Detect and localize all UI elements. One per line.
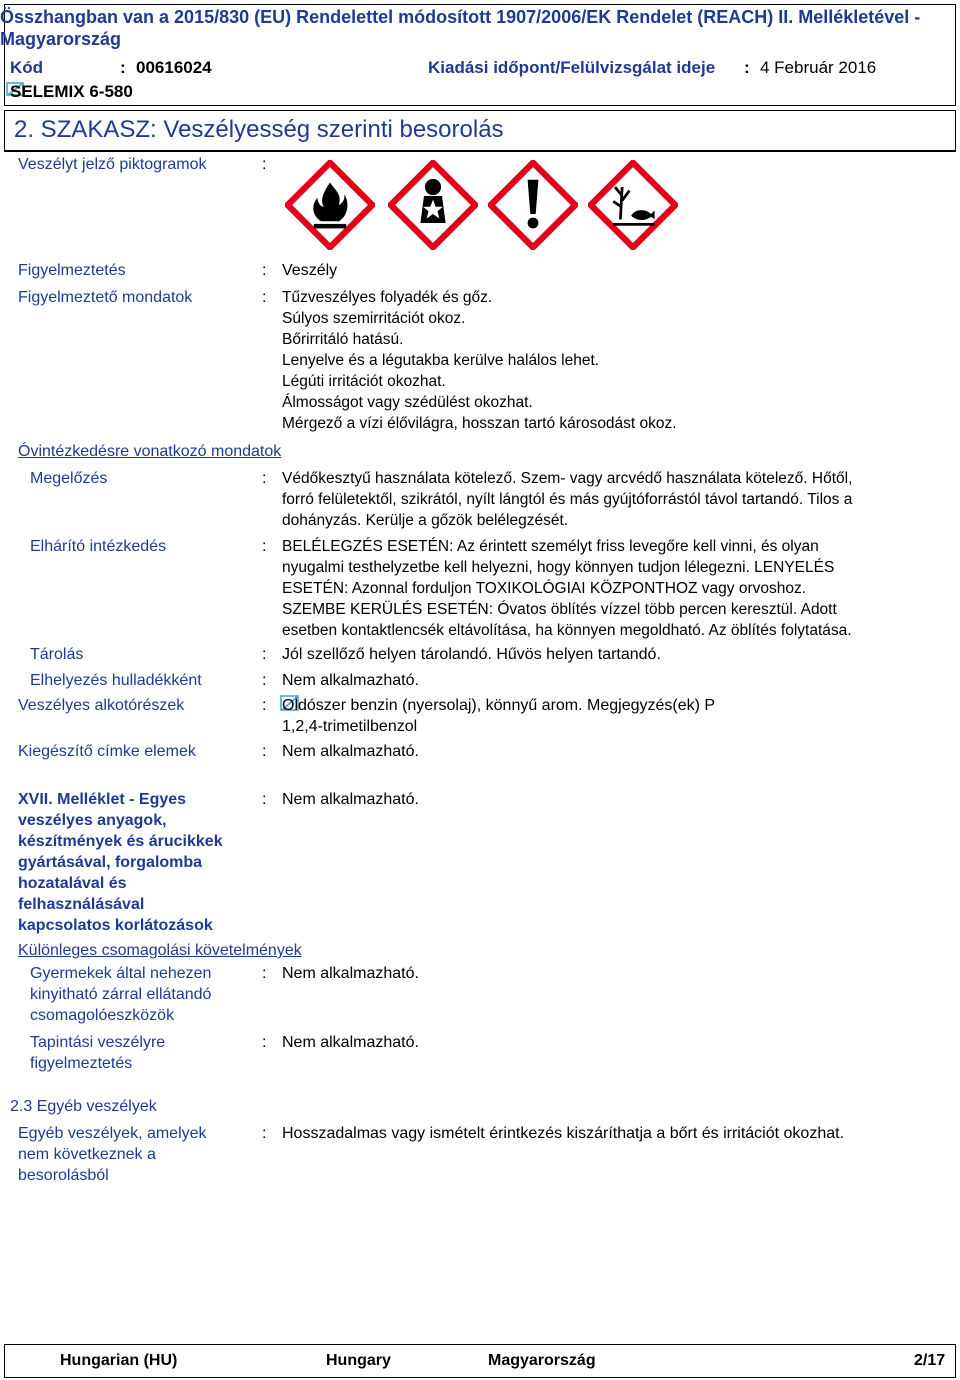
other-hazards-line: besorolásból <box>18 1167 109 1184</box>
precautionary-heading: Óvintézkedésre vonatkozó mondatok <box>18 443 282 460</box>
prevention-label: Megelőzés <box>30 470 108 487</box>
prevention-line: dohányzás. Kerülje a gőzök belélegzését. <box>282 512 569 529</box>
storage-value: Jól szellőző helyen tárolandó. Hűvös helyen tartandó. <box>282 646 661 663</box>
other-hazards-label <box>18 1123 207 1186</box>
annex17-line: XVII. Melléklet - Egyes <box>18 791 187 808</box>
other-hazards-heading: 2.3 Egyéb veszélyek <box>10 1098 157 1115</box>
hazard-statements-colon: : <box>262 289 267 306</box>
annex17-line: készítmények és árucikkek <box>18 833 223 850</box>
regulation-line-2: Magyarország <box>0 29 122 49</box>
date-label: Kiadási időpont/Felülvizsgálat ideje <box>428 58 716 77</box>
hazard-statement: Bőrirritáló hatású. <box>282 331 404 348</box>
health-hazard-pictogram-icon <box>388 160 478 250</box>
other-hazards-value: Hosszadalmas vagy ismételt érintkezés kiszáríthatja a bőrt és irritációt okozhat. <box>282 1125 845 1142</box>
disposal-value: Nem alkalmazható. <box>282 672 419 689</box>
prevention-line: forró felületektől, szikrától, nyílt lángtól és más gyújtóforrástól távol tartandó. Tilos a <box>282 491 853 508</box>
prevention-colon: : <box>262 470 267 487</box>
hazard-statement: Tűzveszélyes folyadék és gőz. <box>282 289 493 306</box>
response-line: SZEMBE KERÜLÉS ESETÉN: Óvatos öblítés vízzel több percen keresztül. Adott <box>282 601 837 618</box>
packaging-heading: Különleges csomagolási követelmények <box>18 942 302 959</box>
storage-colon: : <box>262 646 267 663</box>
annex17-value: Nem alkalmazható. <box>282 791 419 808</box>
supplemental-colon: : <box>262 743 267 760</box>
product-name: SELEMIX 6-580 <box>10 82 133 101</box>
tactile-warning-value: Nem alkalmazható. <box>282 1034 419 1051</box>
child-resistant-label <box>30 963 211 1026</box>
section-title: 2. SZAKASZ: Veszélyesség szerinti besorolás <box>14 116 504 143</box>
pictograms-colon: : <box>262 156 267 173</box>
tactile-warning-label <box>30 1032 165 1074</box>
hazardous-components-list <box>282 695 942 737</box>
child-resistant-line: csomagolóeszközök <box>30 1007 175 1024</box>
exclamation-pictogram-icon <box>488 160 578 250</box>
annex17-line: kapcsolatos korlátozások <box>18 917 213 934</box>
hazard-statement: Lenyelve és a légutakba kerülve halálos lehet. <box>282 352 600 369</box>
signal-word-value: Veszély <box>282 262 338 279</box>
tactile-line: Tapintási veszélyre <box>30 1034 166 1051</box>
component-line: 1,2,4-trimetilbenzol <box>282 718 418 735</box>
date-colon: : <box>744 58 750 77</box>
annex17-line: felhasználásával <box>18 896 145 913</box>
footer-page-number: 2/17 <box>914 1352 946 1369</box>
disposal-label: Elhelyezés hulladékként <box>30 672 202 689</box>
response-line: nyugalmi testhelyzetbe kell helyezni, hogy könnyen tudjon lélegezni. LENYELÉS <box>282 559 835 576</box>
pictograms-label: Veszélyt jelző piktogramok <box>18 156 207 173</box>
footer-country: Hungary <box>326 1352 391 1369</box>
supplemental-label: Kiegészítő címke elemek <box>18 743 196 760</box>
response-line: BELÉLEGZÉS ESETÉN: Az érintett személyt friss levegőre kell vinni, és olyan <box>282 538 819 555</box>
hazardous-components-label: Veszélyes alkotórészek <box>18 697 185 714</box>
footer-region: Magyarország <box>488 1352 596 1369</box>
child-resistant-line: Gyermekek által nehezen <box>30 965 212 982</box>
code-colon: : <box>120 58 126 77</box>
regulation-line-1: Összhangban van a 2015/830 (EU) Rendelettel módosított 1907/2006/EK Rendelet (REACH) II. Mellékletével - <box>0 7 921 27</box>
tactile-warning-colon: : <box>262 1034 267 1051</box>
component-line: Oldószer benzin (nyersolaj), könnyű arom. Megjegyzés(ek) P <box>282 697 716 714</box>
environment-pictogram-icon <box>588 160 678 250</box>
hazardous-components-colon: : <box>262 697 267 714</box>
child-resistant-colon: : <box>262 965 267 982</box>
flame-pictogram-icon <box>285 160 375 250</box>
disposal-colon: : <box>262 672 267 689</box>
code-label: Kód <box>10 58 44 77</box>
response-label: Elhárító intézkedés <box>30 538 167 555</box>
prevention-line: Védőkesztyű használata kötelező. Szem- vagy arcvédő használata kötelező. Hőtől, <box>282 470 853 487</box>
other-hazards-colon: : <box>262 1125 267 1142</box>
annex17-line: hozatalával és <box>18 875 127 892</box>
hazard-statements-list <box>282 287 942 434</box>
date-value: 4 Február 2016 <box>760 58 877 77</box>
hazard-statement: Légúti irritációt okozhat. <box>282 373 446 390</box>
hazard-statement: Mérgező a vízi élővilágra, hosszan tartó károsodást okoz. <box>282 415 677 432</box>
tactile-line: figyelmeztetés <box>30 1055 133 1072</box>
prevention-text <box>282 468 942 531</box>
hazard-statements-label: Figyelmeztető mondatok <box>18 289 193 306</box>
hazard-statement: Álmosságot vagy szédülést okozhat. <box>282 394 533 411</box>
supplemental-value: Nem alkalmazható. <box>282 743 419 760</box>
signal-word-colon: : <box>262 262 267 279</box>
annex17-colon: : <box>262 791 267 808</box>
hazard-statement: Súlyos szemirritációt okoz. <box>282 310 466 327</box>
child-resistant-value: Nem alkalmazható. <box>282 965 419 982</box>
code-value: 00616024 <box>136 58 212 77</box>
response-text <box>282 536 942 641</box>
signal-word-label: Figyelmeztetés <box>18 262 126 279</box>
other-hazards-line: nem következnek a <box>18 1146 156 1163</box>
response-line: esetben kontaktlencsék eltávolítása, ha könnyen megoldható. Az öblítés folytatása. <box>282 622 852 639</box>
storage-label: Tárolás <box>30 646 84 663</box>
other-hazards-line: Egyéb veszélyek, amelyek <box>18 1125 207 1142</box>
response-colon: : <box>262 538 267 555</box>
child-resistant-line: kinyitható zárral ellátandó <box>30 986 212 1003</box>
response-line: ESETÉN: Azonnal forduljon TOXIKOLÓGIAI KÖZPONTHOZ vagy orvoshoz. <box>282 580 807 597</box>
annex17-line: veszélyes anyagok, <box>18 812 167 829</box>
section-divider <box>4 150 956 152</box>
annex17-line: gyártásával, forgalomba <box>18 854 203 871</box>
footer-language: Hungarian (HU) <box>60 1352 178 1369</box>
annex17-label <box>18 789 258 936</box>
